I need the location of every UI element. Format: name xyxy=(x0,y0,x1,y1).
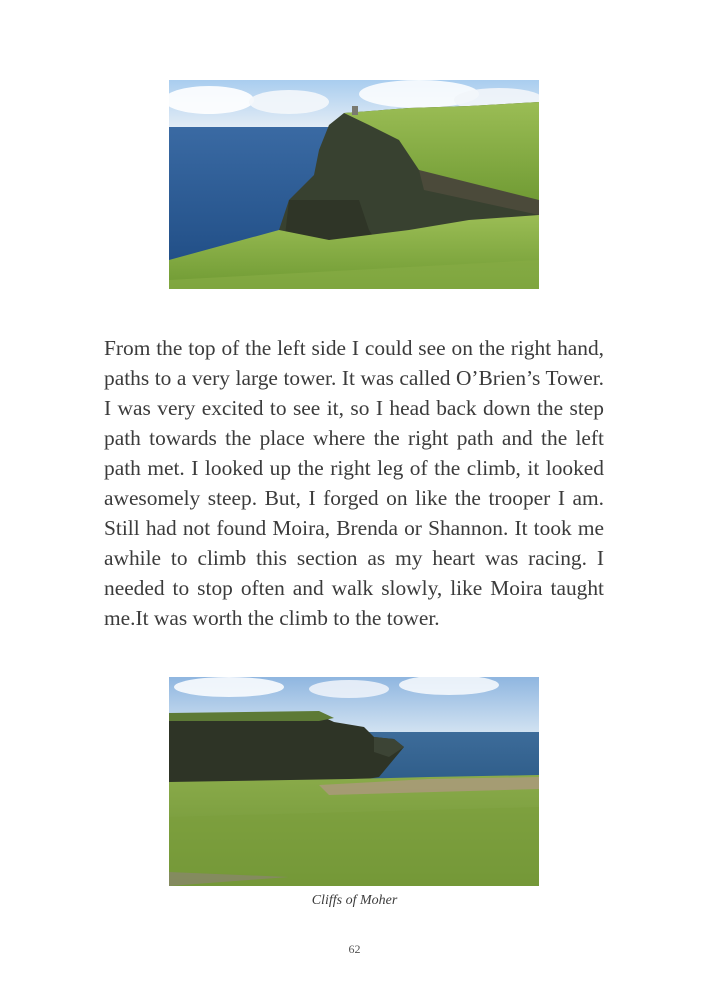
page-number: 62 xyxy=(348,942,361,956)
cliffs-of-moher-image xyxy=(169,677,539,886)
cliffs-with-tower-image xyxy=(169,80,539,289)
cliffs-photo-top xyxy=(169,80,539,289)
photo-caption: Cliffs of Moher xyxy=(311,893,398,908)
cliffs-photo-bottom xyxy=(169,677,539,886)
body-paragraph: From the top of the left side I could see on the right hand, paths to a very large tower. It was called O’Brien’s Tower. I was very excited to see it, so I head back down the step path towards the place where the right path and the left path met. I looked up the right leg of the climb, it looked awesomely steep. But, I forged on like the trooper I am. Still had not found Moira, Brenda or Shannon. It took me awhile to climb this section as my heart was racing. I needed to stop often and walk slowly, like Moira taught me.It was worth the climb to the tower. xyxy=(104,336,604,630)
